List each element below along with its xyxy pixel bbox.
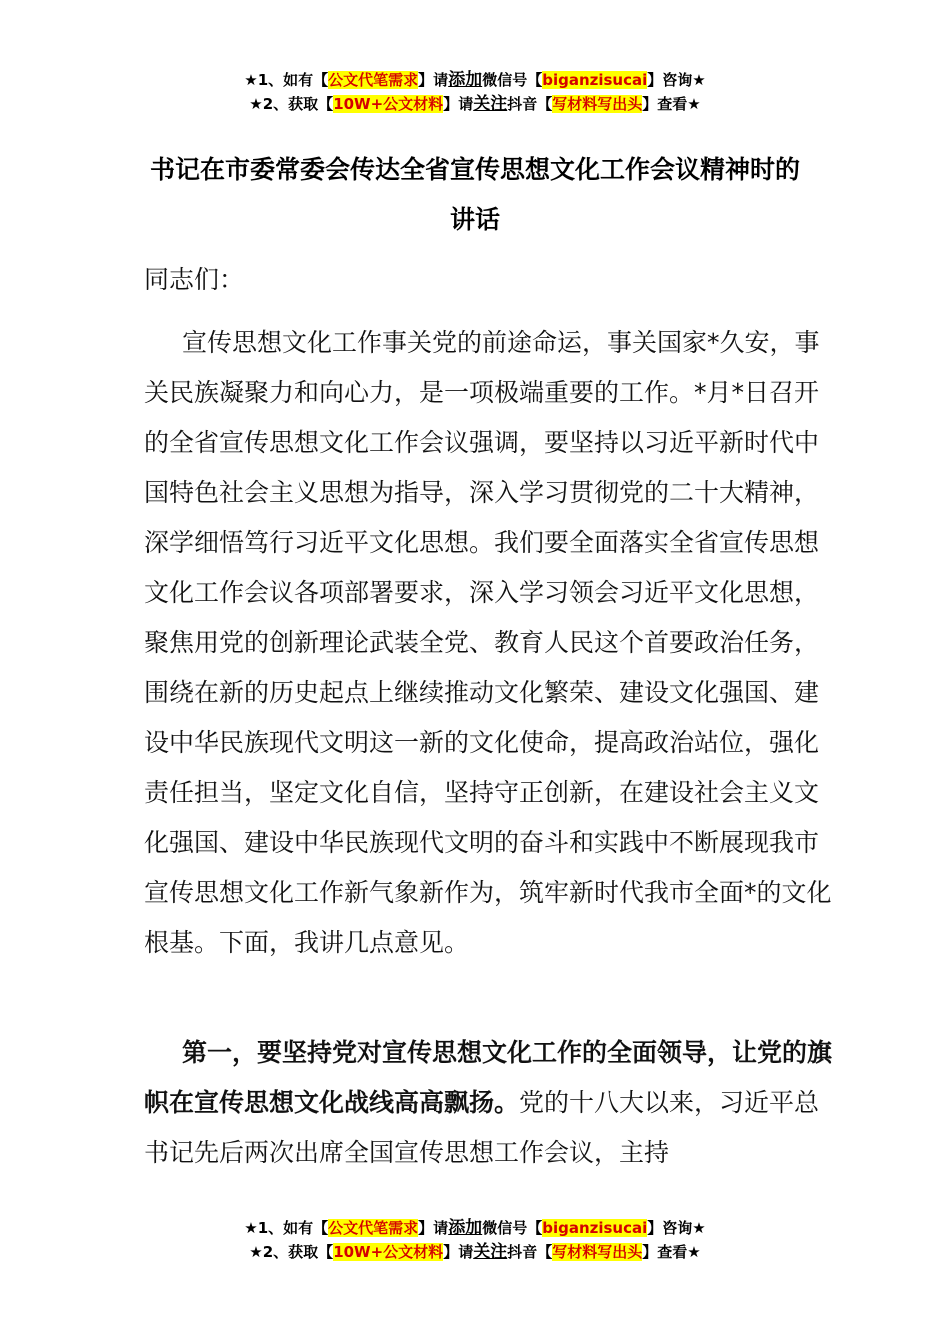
banner-text: 抖音【	[507, 95, 553, 113]
header-banner	[0, 68, 950, 116]
banner-text: 】查看★	[642, 95, 701, 113]
body-paragraph	[144, 1028, 832, 1178]
banner-highlight: 写材料写出头	[552, 95, 643, 113]
banner-highlight: biganzisucai	[542, 71, 648, 89]
banner-highlight: 10W+公文材料	[333, 95, 444, 113]
banner-line-2	[0, 1240, 950, 1264]
banner-line-2	[0, 92, 950, 116]
banner-text: 】查看★	[642, 1243, 701, 1261]
body-paragraph: 宣传思想文化工作事关党的前途命运，事关国家*久安，事关民族凝聚力和向心力，是一项极端重要的工作。*月*日召开的全省宣传思想文化工作会议强调，要坚持以习近平新时代中国特色社会主义思想为指导，深入学习贯彻党的二十大精神，深学细悟笃行习近平文化思想。我们要全面落实全省宣传思想文化工作会议各项部署要求，深入学习领会习近平文化思想，聚焦用党的创新理论武装全党、教育人民这个首要政治任务，围绕在新的历史起点上继续推动文化繁荣、建设文化强国、建设中华民族现代文明这一新的文化使命，提高政治站位，强化责任担当，坚定文化自信，坚持守正创新，在建设社会主义文化强国、建设中华民族现代文明的奋斗和实践中不断展现我市宣传思想文化工作新气象新作为，筑牢新时代我市全面*的文化根基。下面，我讲几点意见。	[144, 328, 832, 957]
footer-banner	[0, 1216, 950, 1264]
banner-emphasis: 添加	[448, 1218, 483, 1238]
banner-highlight: 公文代笔需求	[328, 1219, 419, 1237]
banner-text: ★1、如有【	[244, 1219, 329, 1237]
document-title: 书记在市委常委会传达全省宣传思想文化工作会议精神时的讲话	[149, 155, 800, 234]
banner-text: 】请	[418, 71, 449, 89]
banner-text: 微信号【	[482, 1219, 543, 1237]
banner-highlight: biganzisucai	[542, 1219, 648, 1237]
banner-text: 】咨询★	[647, 1219, 706, 1237]
banner-text: 微信号【	[482, 71, 543, 89]
banner-text: ★1、如有【	[244, 71, 329, 89]
section-heading: 第一，要坚持党对宣传思想文化工作的全面领导，让党的旗帜在宣传思想文化战线高高飘扬。	[144, 1038, 833, 1117]
banner-line-1	[0, 68, 950, 92]
banner-text: ★2、获取【	[249, 1243, 334, 1261]
banner-text: 抖音【	[507, 1243, 553, 1261]
banner-highlight: 公文代笔需求	[328, 71, 419, 89]
banner-highlight: 10W+公文材料	[333, 1243, 444, 1261]
banner-line-1	[0, 1216, 950, 1240]
banner-emphasis: 添加	[448, 70, 483, 90]
banner-emphasis: 关注	[473, 94, 508, 114]
banner-text: 】请	[418, 1219, 449, 1237]
banner-text: 】请	[443, 1243, 474, 1261]
banner-text: 】咨询★	[647, 71, 706, 89]
banner-text: 】请	[443, 95, 474, 113]
greeting: 同志们：	[144, 265, 245, 294]
banner-highlight: 写材料写出头	[552, 1243, 643, 1261]
paragraph-text: 党的十八大以来，习近平总书记先后两次出席全国宣传思想工作会议，主持	[144, 1088, 820, 1167]
banner-emphasis: 关注	[473, 1242, 508, 1262]
banner-text: ★2、获取【	[249, 95, 334, 113]
